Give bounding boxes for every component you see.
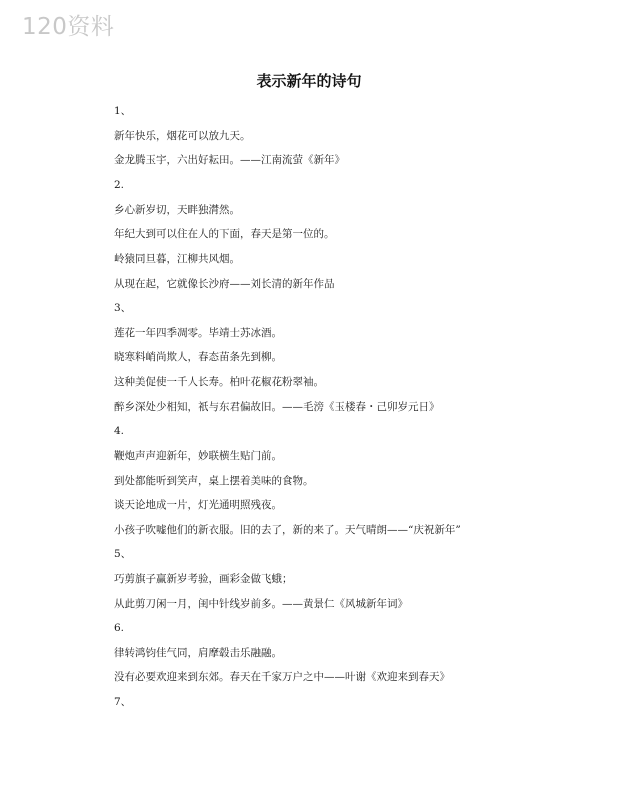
poem-line: 没有必要欢迎来到东郊。春天在千家万户之中——叶谢《欢迎来到春天》: [114, 671, 450, 683]
poem-line: 醉乡深处少相知，祇与东君偏故旧。——毛滂《玉楼春・己卯岁元日》: [114, 401, 440, 413]
poem-line: 小孩子吹嘘他们的新衣服。旧的去了，新的来了。天气晴朗——“庆祝新年”: [114, 524, 461, 536]
poem-line: 乡心新岁切，天畔独潸然。: [114, 204, 240, 216]
section-number-5: 5、: [114, 548, 132, 560]
poem-line: 晓寒料峭尚欺人，春态苗条先到柳。: [114, 351, 282, 363]
section-number-3: 3、: [114, 302, 132, 314]
poem-line: 金龙腾玉宇，六出好耘田。——江南流萤《新年》: [114, 154, 345, 166]
poem-line: 从此剪刀闲一月，闺中针线岁前多。——黄景仁《风城新年词》: [114, 598, 408, 610]
section-number-7: 7、: [114, 696, 132, 708]
poem-line: 巧剪旗子赢新岁考验，画彩金做飞蛾；: [114, 573, 293, 585]
section-number-4: 4.: [114, 425, 125, 437]
watermark-logo: 120资料: [22, 14, 115, 40]
poem-line: 律转鸿钧佳气同，肩摩毂击乐融融。: [114, 647, 282, 659]
document-title: 表示新年的诗句: [256, 72, 362, 90]
poem-line: 新年快乐，烟花可以放九天。: [114, 130, 251, 142]
section-number-1: 1、: [114, 105, 132, 117]
poem-line: 岭猿同旦暮，江柳共风烟。: [114, 253, 240, 265]
section-number-6: 6.: [114, 622, 125, 634]
poem-line: 到处都能听到笑声，桌上摆着美味的食物。: [114, 475, 314, 487]
poem-line: 莲花一年四季凋零。毕靖士苏冰酒。: [114, 327, 282, 339]
poem-line: 这种美促使一千人长寿。柏叶花椒花粉翠袖。: [114, 376, 324, 388]
section-number-2: 2.: [114, 179, 125, 191]
poem-line: 谈天论地成一片，灯光通明照残夜。: [114, 499, 282, 511]
poem-line: 从现在起，它就像长沙府——刘长清的新年作品: [114, 278, 335, 290]
poem-line: 鞭炮声声迎新年，妙联横生贴门前。: [114, 450, 282, 462]
poem-line: 年纪大到可以住在人的下面，春天是第一位的。: [114, 228, 335, 240]
